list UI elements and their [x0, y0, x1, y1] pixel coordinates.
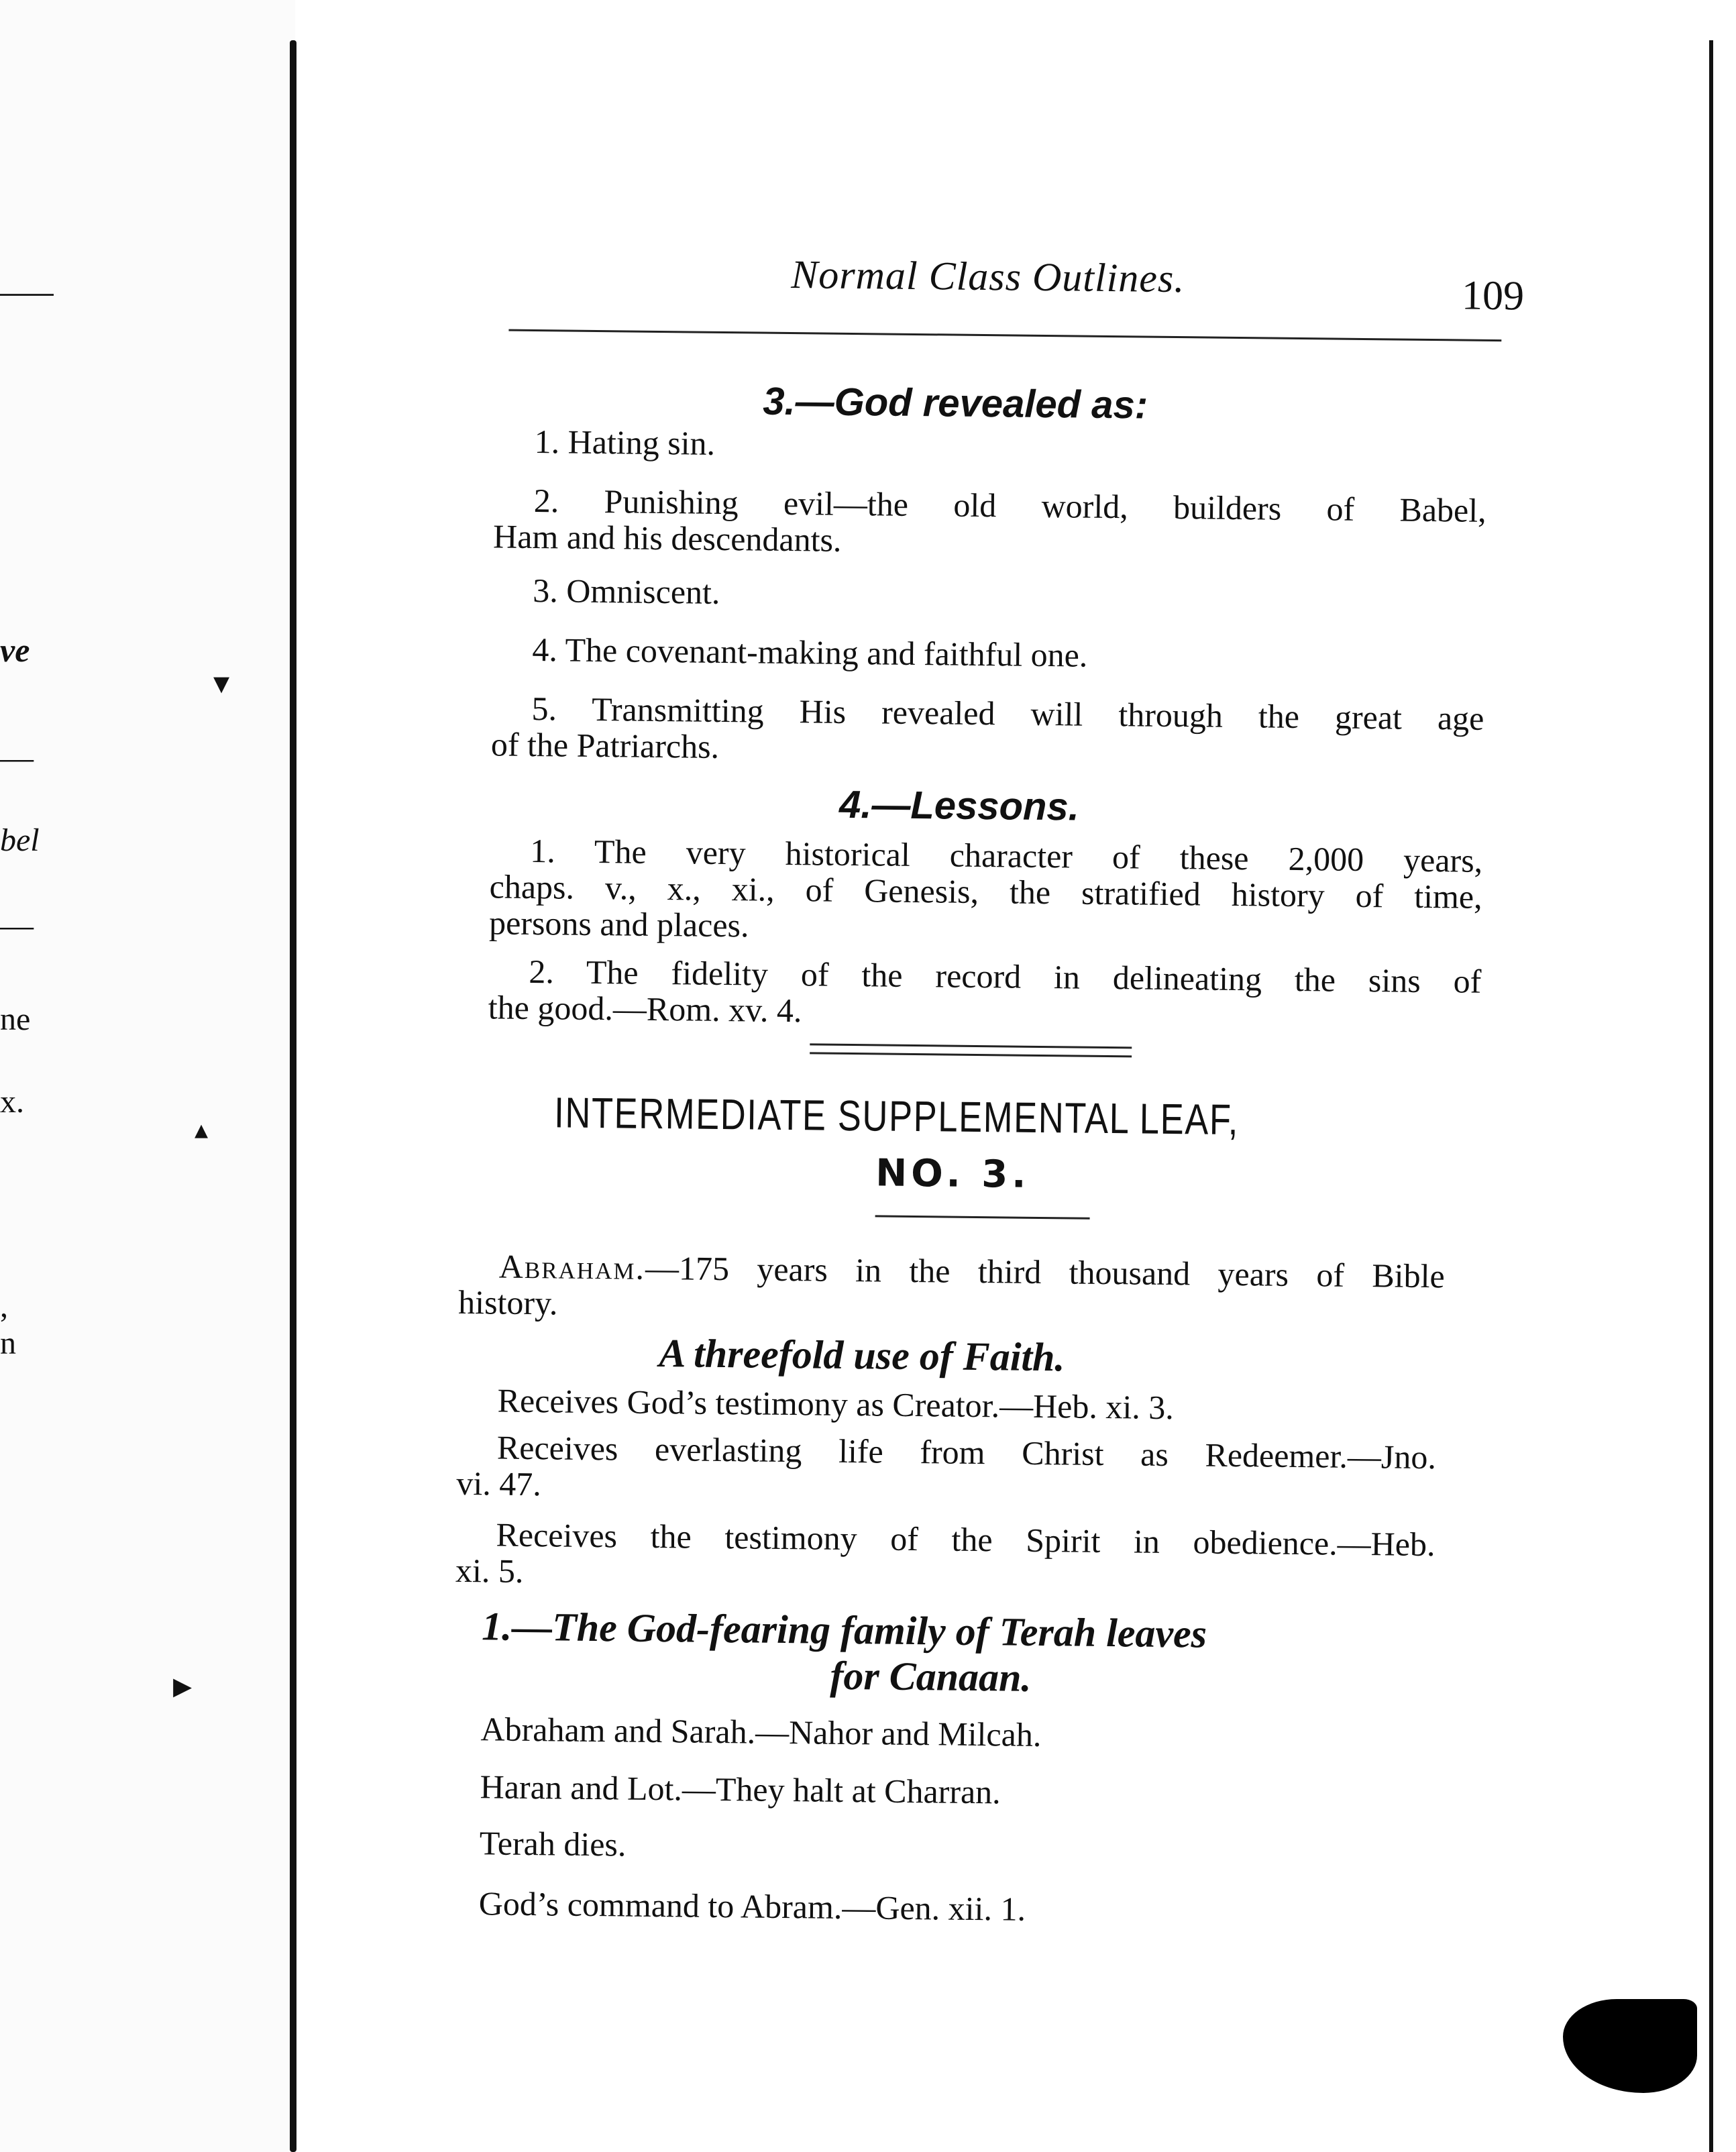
family-heading-line-2: for Canaan. [830, 1653, 1032, 1700]
item-text: 3. Omniscent. [533, 572, 720, 611]
section-divider [810, 1043, 1132, 1057]
faith-line: Receives everlasting life from Christ as Redeemer.—Jno. [496, 1428, 1437, 1476]
faith-heading: A threefold use of Faith. [659, 1331, 1065, 1380]
lesson-line: 1. The very historical character of these 2,000 years, [529, 831, 1483, 879]
left-fragment: ve [0, 631, 30, 669]
book-page [455, 228, 1525, 1928]
left-fragment: ne [0, 1002, 31, 1037]
abraham-text: —175 years in the third thousand years of Bible [645, 1248, 1446, 1295]
lesson-line: persons and places. [488, 904, 749, 945]
section-3-item [532, 631, 1088, 674]
left-rule-1 [0, 294, 54, 296]
leaf-number: NO. 3. [875, 1151, 1030, 1197]
faith-paragraph [456, 1429, 1436, 1511]
header-rule [508, 329, 1501, 341]
abraham-text: history. [457, 1283, 558, 1322]
leaf-rule [875, 1215, 1090, 1219]
lesson-line: the good.—Rom. xv. 4. [488, 988, 802, 1030]
lessons-paragraph-1 [489, 832, 1483, 951]
family-heading-line-1: 1.—The God-fearing family of Terah leaves [481, 1604, 1207, 1656]
gutter-blot: ▾ [213, 665, 230, 701]
faith-line: Receives the testimony of the Spirit in obedience.—Heb. [496, 1515, 1435, 1564]
section-3-item [491, 690, 1484, 772]
left-fragment: — [0, 739, 34, 776]
family-line: Haran and Lot.—They halt at Charran. [480, 1768, 1001, 1811]
lessons-paragraph-2 [488, 953, 1482, 1035]
faith-paragraph [455, 1516, 1435, 1599]
left-fragment: — [0, 906, 34, 944]
left-fragment: bel [0, 822, 40, 858]
faith-line: xi. 5. [455, 1551, 524, 1590]
corner-blot [1563, 1999, 1697, 2093]
family-line: Abraham and Sarah.—Nahor and Milcah. [480, 1710, 1042, 1754]
abraham-name: Abraham. [498, 1247, 646, 1287]
page-number: 109 [1461, 272, 1525, 319]
item-text: 4. The covenant-making and faithful one. [532, 631, 1088, 674]
faith-line: Receives God’s testimony as Creator.—Heb. xi. 3. [497, 1381, 1175, 1427]
gutter-blot: ▸ [173, 1665, 193, 1707]
section-3-item [534, 423, 715, 462]
item-text: 5. Transmitting His revealed will through the great age [531, 690, 1484, 737]
section-3-item [533, 572, 720, 610]
page-right-edge [1709, 40, 1713, 2152]
lesson-line: chaps. v., x., xi., of Genesis, the stratified history of time, [489, 867, 1482, 916]
book-spine [290, 40, 296, 2152]
left-fragment: x. [0, 1084, 24, 1120]
item-text: of the Patriarchs. [490, 725, 720, 765]
lesson-line: 2. The fidelity of the record in delineating the sins of [529, 952, 1482, 1000]
family-line: Terah dies. [479, 1824, 627, 1864]
left-fragment: , [0, 1289, 8, 1324]
family-line: God’s command to Abram.—Gen. xii. 1. [478, 1884, 1026, 1928]
faith-line: vi. 47. [456, 1464, 542, 1503]
leaf-title: INTERMEDIATE SUPPLEMENTAL LEAF, [553, 1088, 1240, 1144]
left-facing-page [0, 0, 295, 2152]
left-fragment: n [0, 1326, 16, 1361]
gutter-blot: ▴ [195, 1114, 209, 1144]
item-text: 1. Hating sin. [534, 423, 716, 462]
item-text: Ham and his descendants. [492, 517, 842, 559]
section-3-heading: 3.—God revealed as: [762, 379, 1148, 427]
section-4-heading: 4.—Lessons. [838, 782, 1080, 829]
item-text: 2. Punishing evil—the old world, builders of Babel, [533, 482, 1486, 529]
section-3-item [493, 482, 1486, 564]
running-head: Normal Class Outlines. [790, 252, 1185, 301]
abraham-paragraph [458, 1248, 1445, 1330]
